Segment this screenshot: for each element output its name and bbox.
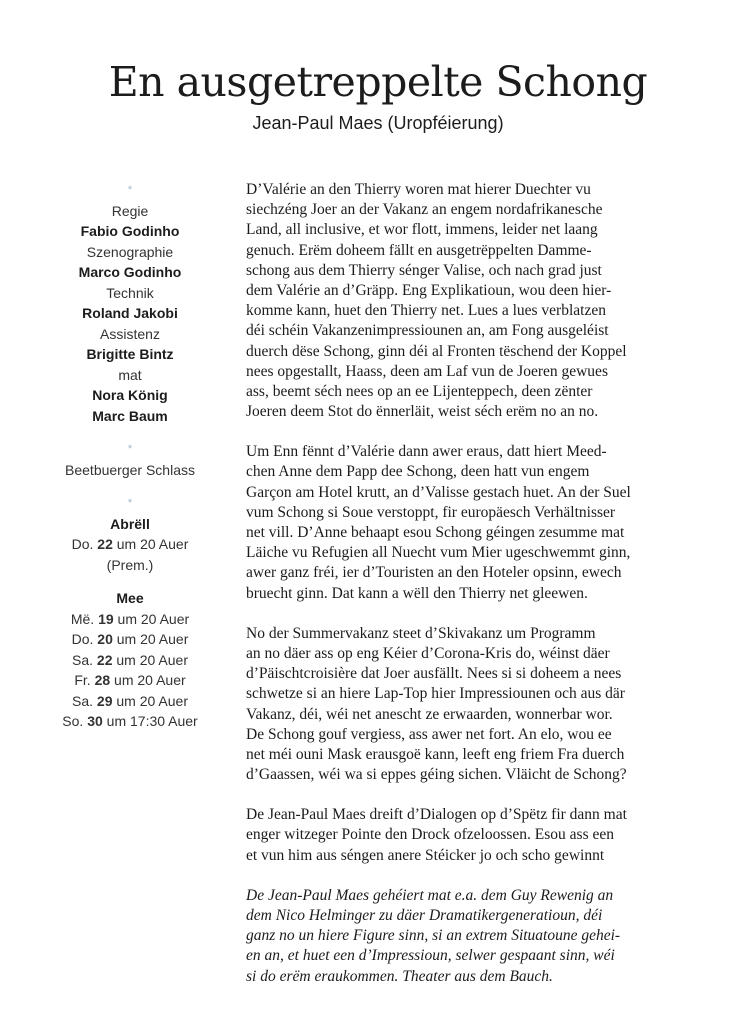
show-date: Sa. 22 um 20 Auer (72, 651, 188, 668)
author-note (246, 886, 698, 987)
month-heading: Mee (116, 590, 144, 606)
text-line: vum Schong si Soue verstoppt, fir europäesch Verhältnisser (246, 503, 616, 521)
paragraph (246, 180, 698, 422)
page-subtitle: Jean-Paul Maes (Uropféierung) (252, 113, 504, 133)
text-line: bruecht ginn. Dat kann a wëll den Thierry net gleewen. (246, 584, 588, 602)
text-line: No der Summervakanz steet d’Skivakanz um Programm (246, 624, 596, 642)
text-line: schong aus dem Thierry sénger Valise, och nach grad just (246, 261, 602, 279)
text-line: Garçon am Hotel krutt, an d’Valisse gestach huet. An der Suel (246, 483, 631, 501)
show-date: Fr. 28 um 20 Auer (74, 672, 186, 688)
text-line: De Jean-Paul Maes dreift d’Dialogen op d’Spëtz fir dann mat (246, 806, 627, 824)
text-line: net vill. D’Anne behaapt esou Schong géingen zesumme mat (246, 524, 625, 541)
text-line: Joeren deem Stot do ënnerläit, weist séch erëm no an no. (246, 403, 599, 421)
snowflake-icon: * (127, 497, 133, 509)
text-line: d’Päischtcroisière dat Joer ausfällt. Nees si si doheem a nees (246, 665, 622, 683)
show-date: Do. 20 um 20 Auer (71, 631, 189, 647)
text-line: dem Nico Helminger zu däer Dramatikergeneratioun, déi (246, 907, 603, 924)
text-line: De Jean-Paul Maes gehéiert mat e.a. dem Guy Rewenig an (246, 886, 614, 904)
text-line: nees opgestallt, Haass, deen am Laf vun de Joeren gewues (246, 362, 608, 380)
credit-role: Regie (111, 202, 149, 219)
show-note: (Prem.) (106, 556, 154, 573)
credit-name: Roland Jakobi (82, 305, 178, 321)
text-line: et vun him aus séngen anere Stéicker jo och scho gewinnt (246, 846, 605, 864)
venue: Beetbuerger Schlass (65, 461, 195, 478)
month-heading: Abrëll (110, 515, 150, 532)
text-line: Vakanz, déi, wéi net anescht ze erwaarden, wonnerbar wor. (246, 705, 613, 723)
credit-name: Fabio Godinho (80, 223, 180, 239)
text-line: net méi ouni Mask erausgoë kann, leeft eng friem Fra duerch (246, 745, 625, 763)
text-line: Um Enn fënnt d’Valérie dann awer eraus, datt hiert Meed- (246, 443, 607, 461)
show-date: Më. 19 um 20 Auer (70, 610, 190, 627)
credits-sidebar (40, 180, 220, 732)
show-date: Do. 22 um 20 Auer (71, 536, 189, 552)
text-line: De Schong gouf vergiess, ass awer net fort. An elo, wou ee (246, 725, 612, 743)
credit-name: Brigitte Bintz (86, 346, 174, 362)
text-line: schwetze si an hiere Lap-Top hier Impressiounen och aus där (246, 685, 625, 703)
text-line: duerch dëse Schong, ginn déi al Fronten tëschend der Koppel (246, 342, 627, 360)
paragraph (246, 442, 698, 604)
text-line: komme kann, huet den Thierry net. Lues a lues verblatzen (246, 302, 606, 320)
text-line: siechzéng Joer an der Vakanz an engem nordafrikanesche (246, 201, 603, 219)
text-line: genuch. Erëm doheem fällt en ausgetrëppelten Damme- (246, 241, 592, 259)
credit-role: Technik (106, 284, 154, 301)
show-date: So. 30 um 17:30 Auer (62, 713, 198, 729)
text-line: d’Gaassen, wéi wa si eppes géing sichen. Vläicht de Schong? (246, 766, 627, 784)
credit-name: Marco Godinho (78, 264, 182, 280)
text-line: ganz no un hiere Figure sinn, si an extrem Situatoune gehei- (246, 927, 621, 945)
text-line: chen Anne dem Papp dee Schong, deen hatt vun engem (246, 463, 590, 481)
credit-role: Szenographie (86, 243, 174, 260)
text-line: si do erëm eraukommen. Theater aus dem Bauch. (246, 967, 553, 985)
show-date: Sa. 29 um 20 Auer (72, 692, 188, 709)
snowflake-icon: * (127, 184, 133, 196)
text-line: ass, beemt séch nees op an ee Lijenteppech, deen zënter (246, 382, 593, 400)
paragraph (246, 805, 698, 866)
text-line: déi schéin Vakanzenimpressiounen an, am Fong ausgeléist (246, 322, 609, 340)
cast-name: Nora König (92, 387, 168, 403)
snowflake-icon: * (127, 443, 133, 455)
text-line: Läiche vu Refugien all Nuecht vum Mier ugeschwemmt ginn, (246, 544, 631, 562)
text-line: enger witzeger Pointe den Drock ofzeloossen. Esou ass een (246, 826, 615, 844)
paragraph (246, 624, 698, 786)
text-line: Land, all inclusive, et wor flott, immens, leider net laang (246, 221, 598, 239)
credit-role: Assistenz (100, 325, 160, 342)
text-line: an no däer ass op eng Kéier d’Corona-Kris do, wéinst däer (246, 644, 610, 662)
page-title: En ausgetreppelte Schong (108, 58, 648, 106)
cast-label: mat (118, 366, 142, 383)
text-line: dem Valérie an d’Gräpp. Eng Explikatioun, wou deen hier- (246, 281, 612, 299)
text-line: en an, et huet een d’Impressioun, selwer gespaant sinn, wéi (246, 947, 615, 965)
article-body (246, 180, 698, 1007)
text-line: D’Valérie an den Thierry woren mat hierer Duechter vu (246, 181, 591, 198)
cast-name: Marc Baum (92, 407, 168, 424)
text-line: awer ganz fréi, ier d’Touristen an den Hoteler opsinn, ewech (246, 564, 622, 582)
